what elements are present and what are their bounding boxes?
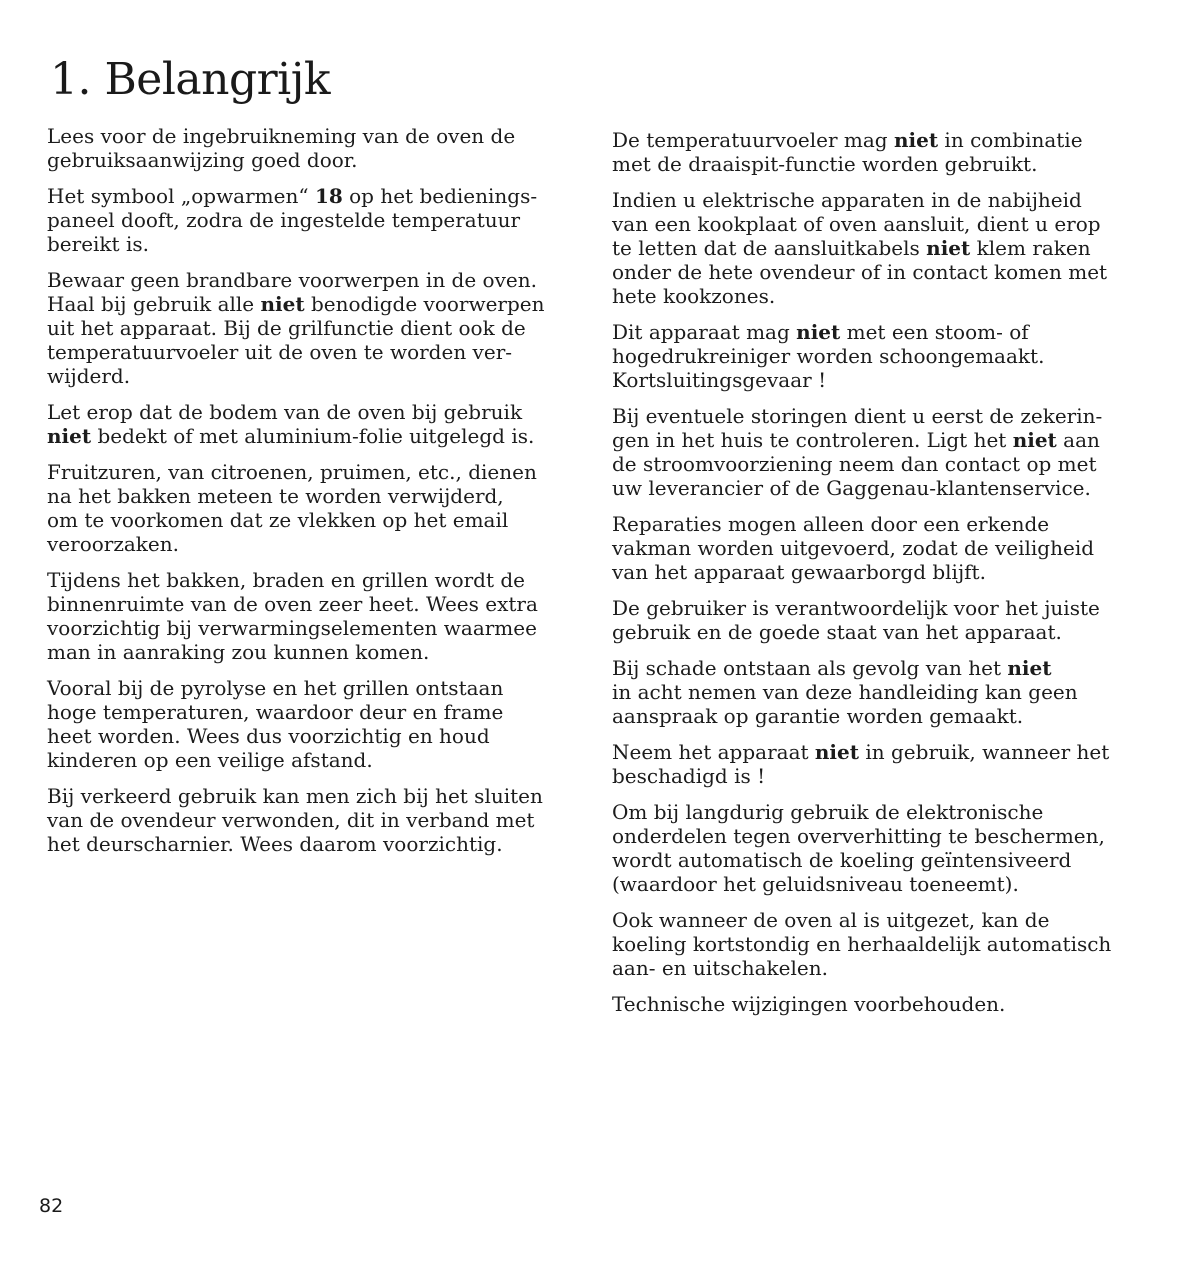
text-line: wijderd. [47, 364, 131, 388]
text-line: Bij verkeerd gebruik kan men zich bij het sluiten [47, 784, 543, 808]
emphasis-text: 18 [314, 184, 343, 208]
text-line: paneel dooft, zodra de ingestelde temperatuur [47, 208, 521, 232]
text-line: Haal bij gebruik alle niet benodigde voorwerpen [47, 292, 545, 316]
text-line: uw leverancier of de Gaggenau-klantenservice. [612, 476, 1091, 500]
text-line: gen in het huis te controleren. Ligt het niet aan [612, 428, 1100, 452]
text-line: heet worden. Wees dus voorzichtig en houd [47, 724, 490, 748]
text-line: hoge temperaturen, waardoor deur en frame [47, 700, 504, 724]
text-line: uit het apparaat. Bij de grilfunctie dient ook de [47, 316, 526, 340]
text-line: koeling kortstondig en herhaaldelijk automatisch [612, 932, 1112, 956]
paragraph [612, 128, 1172, 176]
paragraph [612, 740, 1172, 788]
text-line: Vooral bij de pyrolyse en het grillen ontstaan [47, 676, 504, 700]
paragraph [47, 268, 592, 388]
text-line: Bij schade ontstaan als gevolg van het niet [612, 656, 1052, 680]
text-line: onderdelen tegen oververhitting te beschermen, [612, 824, 1105, 848]
text-line: vakman worden uitgevoerd, zodat de veiligheid [612, 536, 1095, 560]
text-line: het deurscharnier. Wees daarom voorzichtig. [47, 832, 503, 856]
right-column [612, 128, 1172, 1028]
text-line: van een kookplaat of oven aansluit, dient u erop [612, 212, 1101, 236]
text-line: gebruiksaanwijzing goed door. [47, 148, 358, 172]
text-line: Neem het apparaat niet in gebruik, wanneer het [612, 740, 1110, 764]
text-line: Om bij langdurig gebruik de elektronische [612, 800, 1044, 824]
text-line: Tijdens het bakken, braden en grillen wordt de [47, 568, 526, 592]
text-line: hete kookzones. [612, 284, 776, 308]
emphasis-text: niet [260, 292, 305, 316]
emphasis-text: niet [1012, 428, 1057, 452]
paragraph [612, 188, 1172, 308]
emphasis-text: niet [814, 740, 859, 764]
text-line: De gebruiker is verantwoordelijk voor het juiste [612, 596, 1100, 620]
text-line: hogedrukreiniger worden schoongemaakt. [612, 344, 1045, 368]
text-line: Ook wanneer de oven al is uitgezet, kan de [612, 908, 1050, 932]
text-line: De temperatuurvoeler mag niet in combinatie [612, 128, 1083, 152]
paragraph [612, 800, 1172, 896]
emphasis-text: niet [47, 424, 92, 448]
text-line: Dit apparaat mag niet met een stoom- of [612, 320, 1029, 344]
emphasis-text: niet [926, 236, 971, 260]
text-line: Reparaties mogen alleen door een erkende [612, 512, 1050, 536]
paragraph [612, 320, 1172, 392]
paragraph [47, 568, 592, 664]
text-line: voorzichtig bij verwarmingselementen waarmee [47, 616, 537, 640]
paragraph [612, 992, 1172, 1016]
text-line: na het bakken meteen te worden verwijderd, [47, 484, 504, 508]
left-column [47, 124, 592, 868]
paragraph [612, 908, 1172, 980]
text-line: Technische wijzigingen voorbehouden. [612, 992, 1006, 1016]
text-line: niet bedekt of met aluminium-folie uitgelegd is. [47, 424, 535, 448]
text-line: Fruitzuren, van citroenen, pruimen, etc., dienen [47, 460, 537, 484]
text-line: aan- en uitschakelen. [612, 956, 828, 980]
paragraph [47, 184, 592, 256]
text-line: met de draaispit-functie worden gebruikt. [612, 152, 1038, 176]
text-line: Bewaar geen brandbare voorwerpen in de oven. [47, 268, 537, 292]
paragraph [47, 124, 592, 172]
paragraph [612, 512, 1172, 584]
paragraph [612, 404, 1172, 500]
paragraph [612, 656, 1172, 728]
text-line: Het symbool „opwarmen“ 18 op het bedienings- [47, 184, 538, 208]
paragraph [47, 460, 592, 556]
text-line: gebruik en de goede staat van het apparaat. [612, 620, 1062, 644]
text-line: temperatuurvoeler uit de oven te worden ver- [47, 340, 513, 364]
paragraph [47, 400, 592, 448]
text-line: onder de hete ovendeur of in contact komen met [612, 260, 1108, 284]
text-line: Lees voor de ingebruikneming van de oven de [47, 124, 516, 148]
text-line: de stroomvoorziening neem dan contact op met [612, 452, 1097, 476]
text-line: Indien u elektrische apparaten in de nabijheid [612, 188, 1082, 212]
page-number: 82 [39, 1195, 64, 1217]
paragraph [612, 596, 1172, 644]
text-line: veroorzaken. [47, 532, 179, 556]
text-line: aanspraak op garantie worden gemaakt. [612, 704, 1024, 728]
emphasis-text: niet [893, 128, 939, 152]
emphasis-text: niet [796, 320, 841, 344]
page-title: 1. Belangrijk [50, 54, 331, 105]
text-line: Bij eventuele storingen dient u eerst de zekerin- [612, 404, 1103, 428]
text-line: te letten dat de aansluitkabels niet klem raken [612, 236, 1091, 260]
text-line: beschadigd is ! [612, 764, 766, 788]
text-line: om te voorkomen dat ze vlekken op het email [47, 508, 509, 532]
text-line: man in aanraking zou kunnen komen. [47, 640, 430, 664]
text-line: kinderen op een veilige afstand. [47, 748, 373, 772]
paragraph [47, 676, 592, 772]
text-line: binnenruimte van de oven zeer heet. Wees extra [47, 592, 538, 616]
text-line: van de ovendeur verwonden, dit in verband met [47, 808, 535, 832]
paragraph [47, 784, 592, 856]
emphasis-text: niet [1007, 656, 1052, 680]
text-line: Kortsluitingsgevaar ! [612, 368, 827, 392]
text-line: van het apparaat gewaarborgd blijft. [612, 560, 986, 584]
text-line: in acht nemen van deze handleiding kan geen [612, 680, 1078, 704]
text-line: (waardoor het geluidsniveau toeneemt). [612, 872, 1019, 896]
text-line: Let erop dat de bodem van de oven bij gebruik [47, 400, 523, 424]
text-line: bereikt is. [47, 232, 149, 256]
text-line: wordt automatisch de koeling geïntensiveerd [612, 848, 1072, 872]
